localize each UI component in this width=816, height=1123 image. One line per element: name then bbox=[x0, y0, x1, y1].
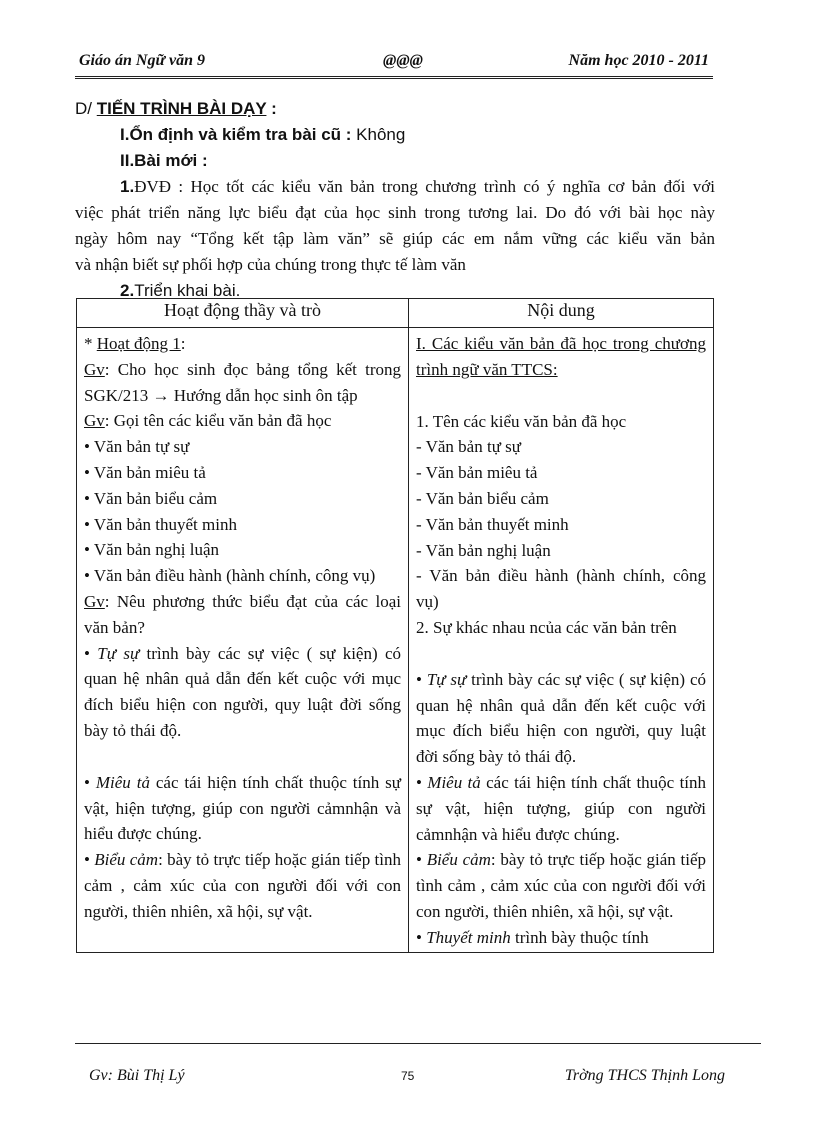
item1-colon: : bbox=[341, 125, 357, 144]
list-item: • Văn bản tự sự bbox=[84, 434, 401, 460]
definition-text: trình bày thuộc tính bbox=[510, 927, 649, 947]
list-item: - Văn bản nghị luận bbox=[416, 540, 551, 560]
definition-text: các tái hiện tính chất thuộc tính sự vật, hiện tượng, giúp con người cảmnhận và hiểu được chúng. bbox=[416, 772, 707, 844]
section-prefix: D/ bbox=[75, 99, 97, 118]
definition-text: trình bày các sự việc ( sự kiện) có quan hệ nhân quả dẫn đến kết cuộc với mục đích biểu hiện con người, quy luật đời sống bày tỏ thái độ. bbox=[84, 643, 401, 740]
term: Biểu cảm bbox=[94, 850, 159, 870]
definition-tu-su bbox=[416, 667, 706, 770]
content-sub-1: 1. Tên các kiểu văn bản đã học bbox=[416, 411, 627, 431]
footer-school: Trờng THCS Thịnh Long bbox=[564, 1067, 725, 1084]
gv-instruction-3 bbox=[84, 589, 401, 641]
content-sub-2: 2. Sự khác nhau ncủa các văn bản trên bbox=[416, 617, 677, 637]
definition-bieu-cam bbox=[84, 847, 401, 924]
paragraph-1-line-3: ngày hôm nay “Tổng kết tập làm văn” sẽ giúp các em nắm vững các kiểu văn bản bbox=[75, 229, 715, 248]
footer-teacher: Gv: Bùi Thị Lý bbox=[89, 1067, 185, 1084]
footer-rule bbox=[75, 1043, 761, 1044]
definition-mieu-ta bbox=[416, 770, 706, 847]
activity-heading bbox=[84, 331, 401, 357]
term: Tự sự bbox=[426, 669, 467, 689]
paragraph-1-line-1 bbox=[75, 174, 715, 200]
list-item: - Văn bản miêu tả bbox=[416, 463, 538, 483]
term: Tự sự bbox=[97, 643, 140, 663]
term: Miêu tả bbox=[95, 772, 150, 792]
gv-text: : Cho học sinh đọc bảng tổng kết trong SGK/213 → Hướng dẫn học sinh ôn tập bbox=[84, 359, 401, 405]
content-section-title: I. Các kiểu văn bản đã học trong chương trình ngữ văn TTCS: bbox=[416, 334, 706, 379]
list-item: - Văn bản thuyết minh bbox=[416, 514, 569, 534]
activity-star: * bbox=[84, 334, 97, 353]
list-item: • Văn bản nghị luận bbox=[84, 537, 401, 563]
paragraph-1-line-4: và nhận biết sự phối hợp của chúng trong thực tế làm văn bbox=[75, 255, 466, 274]
lesson-table bbox=[76, 298, 714, 953]
definition-text: trình bày các sự việc ( sự kiện) có quan hệ nhân quả dẫn đến kết cuộc với mục đích biểu hiện con người, quy luật đời sống bày tỏ thái độ. bbox=[416, 669, 706, 767]
gv-text: : Nêu phương thức biểu đạt của các loại văn bản? bbox=[84, 591, 401, 637]
definition-mieu-ta bbox=[84, 770, 401, 847]
definition-thuyet-minh bbox=[416, 925, 706, 951]
gv-instruction-1 bbox=[84, 357, 401, 409]
content-cell bbox=[409, 328, 714, 953]
list-item: • Văn bản miêu tả bbox=[84, 460, 401, 486]
header-content: Nội dung bbox=[409, 299, 714, 328]
list-item: • Văn bản điều hành (hành chính, công vụ) bbox=[84, 563, 401, 589]
p2-number: 2. bbox=[120, 281, 135, 300]
table-row bbox=[77, 328, 714, 953]
definition-text: : bày tỏ trực tiếp hoặc gián tiếp tình cảm , cảm xúc của con người đối với con người, thiên nhiên, xã hội, sự vật. bbox=[84, 850, 401, 921]
section-title: TIẾN TRÌNH BÀI DẠY bbox=[96, 99, 267, 118]
page-number: 75 bbox=[401, 1069, 415, 1083]
header-separator: @@@ bbox=[383, 52, 423, 69]
paragraph-1-line-2: việc phát triển năng lực biểu đạt của học sinh trong tương lai. Do đó với bài học này bbox=[75, 203, 715, 222]
item-new-lesson: II.Bài mới : bbox=[120, 151, 208, 170]
list-item: • Văn bản thuyết minh bbox=[84, 512, 401, 538]
item1-label: I.Ổn định và kiểm tra bài cũ bbox=[120, 125, 342, 144]
p2-text: Triển khai bài. bbox=[134, 281, 241, 300]
list-item: - Văn bản tự sự bbox=[416, 437, 521, 457]
p1-text-1: ĐVĐ : Học tốt các kiểu văn bản trong chương trình có ý nghĩa cơ bản đối với bbox=[134, 177, 715, 196]
section-colon: : bbox=[266, 99, 277, 118]
gv-text: : Gọi tên các kiểu văn bản đã học bbox=[104, 411, 332, 431]
definition-text: các tái hiện tính chất thuộc tính sự vật, hiện tượng, giúp con người cảmnhận và hiểu được chúng. bbox=[84, 772, 402, 844]
list-item: - Văn bản điều hành (hành chính, công vụ) bbox=[416, 566, 706, 612]
header-course-title: Giáo án Ngữ văn 9 bbox=[79, 52, 206, 69]
activity-colon: : bbox=[180, 334, 186, 353]
term: Biểu cảm bbox=[426, 850, 491, 870]
item1-value: Không bbox=[356, 125, 406, 144]
definition-text: : bày tỏ trực tiếp hoặc gián tiếp tình cảm , cảm xúc của con người đối với con người, thiên nhiên, xã hội, sự vật. bbox=[416, 850, 707, 921]
definition-tu-su bbox=[84, 641, 401, 744]
gv-instruction-2 bbox=[84, 408, 401, 434]
list-item: • Văn bản biểu cảm bbox=[84, 486, 401, 512]
gv-label: Gv bbox=[84, 411, 105, 431]
header-activities: Hoạt động thầy và trò bbox=[77, 299, 409, 328]
term: Thuyết minh bbox=[426, 927, 511, 947]
term: Miêu tả bbox=[427, 772, 481, 792]
page-header bbox=[75, 50, 713, 79]
table-header-row bbox=[77, 299, 714, 328]
list-item: - Văn bản biểu cảm bbox=[416, 488, 549, 508]
activity-title: Hoạt động 1 bbox=[96, 334, 181, 353]
p1-number: 1. bbox=[120, 177, 135, 196]
gv-label: Gv bbox=[84, 359, 105, 379]
gv-label: Gv bbox=[84, 591, 105, 611]
activities-cell bbox=[77, 328, 409, 953]
item-stabilize bbox=[75, 122, 715, 148]
header-school-year: Năm học 2010 - 2011 bbox=[568, 52, 709, 69]
lesson-intro bbox=[75, 96, 715, 304]
definition-bieu-cam bbox=[416, 847, 706, 924]
section-heading bbox=[75, 96, 715, 122]
